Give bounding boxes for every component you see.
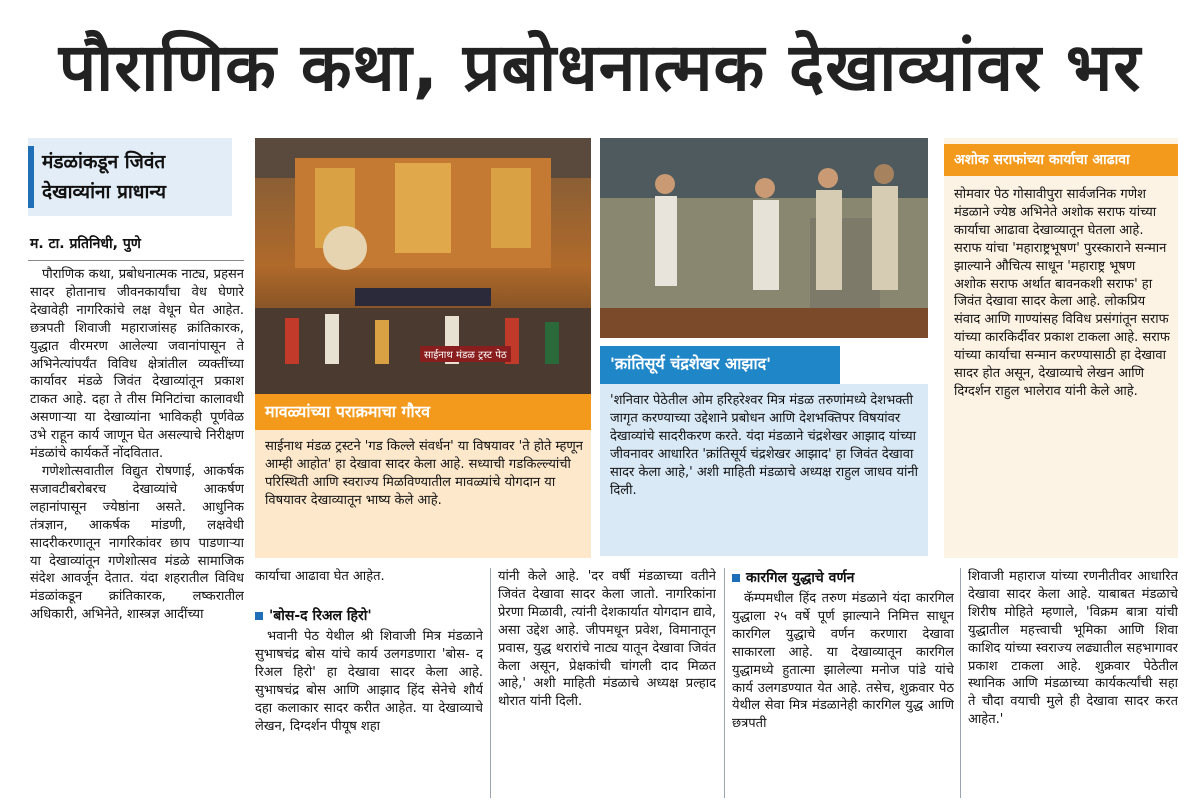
bullet-square-icon [732,574,740,582]
col2-subhead-label: 'बोस-द रिअल हिरो' [269,608,372,624]
photo-banner-text: साईनाथ मंडळ ट्रस्ट पेठ [420,346,511,362]
photo-stage-play [600,138,928,338]
col3-text: यांनी केले आहे. 'दर वर्षी मंडळाच्या वतीने जिवंत देखावा सादर केला जातो. नागरिकांना प्रेरणा मिळावी, त्यांनी देशकार्यात योगदान द्यावे, असा उद्देश आहे. जीपमधून प्रवेश, विमानातून प्रवास, युद्ध थरारांचे नाट्य यातून देखावा जिवंत केला असून, प्रेक्षकांची चांगली दाद मिळत आहे,' अशी माहिती मंडळाचे अध्यक्ष प्रल्हाद थोरात यांनी दिली. [498,569,716,710]
bullet-square-icon [255,612,263,620]
subheadline-line-2: देखाव्यांना प्राधान्य [42,181,167,203]
headline: पौराणिक कथा, प्रबोधनात्मक देखाव्यांवर भर [58,29,1142,106]
col5-text: शिवाजी महाराज यांच्या रणनीतीवर आधारित देखावा सादर केला आहे. याबाबत मंडळाचे शिरीष मोहिते म्हणाले, 'विक्रम बात्रा यांची युद्धातील महत्त्वाची भूमिका आणि शिवा काशिद यांच्या स्वराज्य लढ्यातील सहभागावर प्रकाश टाकला आहे. शुक्रवार पेठेतील स्थानिक आणि मंडळाच्या कार्यकर्त्यांची सहा ते चौदा वयाची मुले ही देखावा सादर करत आहेत.' [968,569,1178,728]
col4-text: कॅम्पमधील हिंद तरुण मंडळाने यंदा कारगिल युद्धाला २५ वर्षे पूर्ण झाल्याने निमित्त साधून कारगिल युद्धाचे वर्णन करणारा देखावा साकारला आहे. या देखाव्यातून कारगिल युद्धामध्ये हुतात्मा झालेल्या मनोज पांडे यांचे कार्य उलगडण्यात येत आहे. तसेच, शुक्रवार पेठ येथील सेवा मित्र मंडळानेही कारगिल युद्ध आणि छत्रपती [732,591,954,732]
col2-text: भवानी पेठ येथील श्री शिवाजी मित्र मंडळाने सुभाषचंद्र बोस यांचे कार्य उलगडणारा 'बोस- द रिअल हिरो' हा देखावा सादर केला आहे. सुभाषचंद्र बोस आणि आझाद हिंद सेनेचे शौर्य दहा कलाकार सादर करीत आहेत. या देखाव्याचे लेखन, दिग्दर्शन पीयूष शहा [255,629,483,734]
subheadline-line-1: मंडळांकडून जिवंत [42,151,166,173]
subheadline-box [28,138,232,216]
col4-subhead-label: कारगिल युद्धाचे वर्णन [746,570,855,586]
col4-subhead [732,568,954,588]
sidebar-text: सोमवार पेठ गोसावीपुरा सार्वजनिक गणेश मंडळाने ज्येष्ठ अभिनेते अशोक सराफ यांच्या कार्याचा आढावा देखाव्यातून घेतला आहे. सराफ यांचा 'महाराष्ट्रभूषण' पुरस्काराने सन्मान झाल्याने औचित्य साधून 'महाराष्ट्र भूषण अशोक सराफ अर्थात बावनकशी सराफ' हा जिवंत देखावा सादर केला आहे. लोकप्रिय संवाद आणि गाण्यांसह विविध प्रसंगांतून सराफ यांच्या कारकिर्दीवर प्रकाश टाकला आहे. सराफ यांच्या कार्याचा सन्मान करण्यासाठी हा देखावा सादर होत असून, देखाव्याचे लेखन आणि दिग्दर्शन राहुल भालेराव यांनी केले आहे. [954,187,1170,399]
col2-lead: कार्याचा आढावा घेत आहेत. [255,569,385,584]
col2-subhead [255,606,483,626]
left-paragraph-1: पौराणिक कथा, प्रबोधनात्मक नाट्य, प्रहसन सादर होतानाच जीवनकार्यांचा वेध घेणारे देखावेही नागरिकांचे लक्ष वेधून घेत आहेत. छत्रपती शिवाजी महाराजांसह क्रांतिकारक, युद्धात वीरमरण आलेल्या जवानांपासून ते अभिनेत्यांपर्यंत विविध क्षेत्रांतील व्यक्तींच्या कार्यावर मंडळे जिवंत देखाव्यांतून प्रकाश टाकत आहे. दहा ते तीस मिनिटांचा कालावधी असणाऱ्या या देखाव्यांना भाविकही पूर्णवेळ उभे राहून कार्य जाणून घेत असल्याचे निरीक्षण मंडळांचे कार्यकर्ते नोंदवितात. [30,267,244,462]
photo-fort-scene [255,138,591,394]
story1-text: साईनाथ मंडळ ट्रस्टने 'गड किल्ले संवर्धन' या विषयावर 'ते होते म्हणून आम्ही आहोत' हा देखावा सादर केला आहे. सध्याची गडकिल्ल्यांची परिस्थिती आणि स्वराज्य मिळविण्यातील मावळ्यांचे योगदान या विषयावर देखाव्यातून भाष्य केले आहे. [265,439,583,508]
left-paragraph-2: गणेशोत्सवातील विद्युत रोषणाई, आकर्षक सजावटीबरोबरच देखाव्यांचे आकर्षण लहानांपासून ज्येष्ठांना असते. आधुनिक तंत्रज्ञान, आकर्षक मांडणी, लक्षवेधी सादरीकरणातून नागरिकांवर छाप पाडणाऱ्या या देखाव्यांतून गणेशोत्सव मंडळे सामाजिक संदेश आवर्जून देतात. यंदा शहरातील विविध मंडळांकडून क्रांतिकारक, लष्करातील अधिकारी, अभिनेते, शास्त्रज्ञ आदींच्या [30,463,244,623]
story2-text: 'शनिवार पेठेतील ओम हरिहरेश्वर मित्र मंडळ तरुणांमध्ये देशभक्ती जागृत करण्याच्या उद्देशाने प्रबोधन आणि देशभक्तिपर विषयांवर देखाव्यांचे सादरीकरण करते. यंदा मंडळाने चंद्रशेखर आझाद यांच्या जीवनावर आधारित 'क्रांतिसूर्य चंद्रशेखर आझाद' हा जिवंत देखावा सादर केला आहे,' अशी माहिती मंडळाचे अध्यक्ष राहुल जाधव यांनी दिली. [610,393,918,498]
story1-caption: मावळ्यांच्या पराक्रमाचा गौरव [255,394,591,430]
byline: म. टा. प्रतिनिधी, पुणे [30,236,141,252]
story2-caption: 'क्रांतिसूर्य चंद्रशेखर आझाद' [600,346,840,384]
left-article-body [30,266,244,800]
sidebar-title: अशोक सराफांच्या कार्याचा आढावा [944,144,1178,176]
